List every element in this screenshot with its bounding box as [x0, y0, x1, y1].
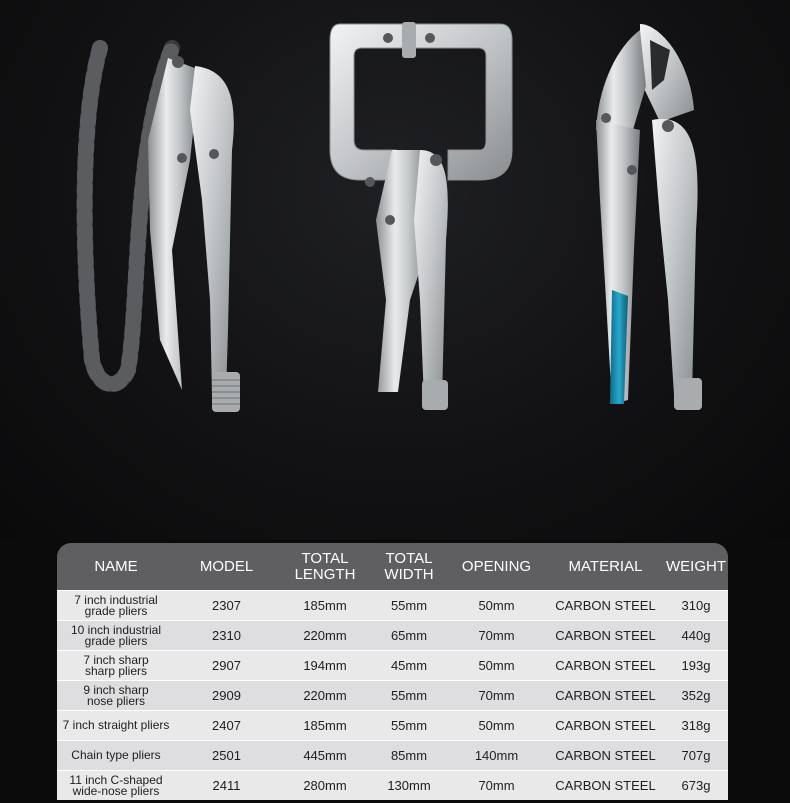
cell-name: Chain type pliers	[57, 741, 175, 771]
cell-model: 2310	[175, 621, 278, 651]
cell-model: 2909	[175, 681, 278, 711]
cell-opening: 70mm	[446, 681, 547, 711]
cell-width: 85mm	[372, 741, 446, 771]
cell-opening: 50mm	[446, 651, 547, 681]
cell-width: 55mm	[372, 711, 446, 741]
table-row	[57, 681, 728, 711]
header-total-length: TOTAL LENGTH	[278, 543, 372, 591]
cell-weight: 352g	[664, 681, 728, 711]
header-weight: WEIGHT	[664, 543, 728, 591]
chain-pliers-image	[85, 48, 240, 412]
cell-name: 7 inch industrial grade pliers	[57, 591, 175, 621]
cell-length: 220mm	[278, 681, 372, 711]
cell-opening: 50mm	[446, 711, 547, 741]
table-row	[57, 651, 728, 681]
cell-material: CARBON STEEL	[547, 711, 664, 741]
cell-model: 2411	[175, 771, 278, 801]
cell-name: 7 inch straight pliers	[57, 711, 175, 741]
cell-name: 11 inch C-shaped wide-nose pliers	[57, 771, 175, 801]
cell-model: 2907	[175, 651, 278, 681]
cell-weight: 440g	[664, 621, 728, 651]
curved-jaw-pliers-image	[596, 24, 702, 410]
table-row	[57, 711, 728, 741]
cell-model: 2407	[175, 711, 278, 741]
table-row	[57, 771, 728, 801]
cell-length: 280mm	[278, 771, 372, 801]
header-name: NAME	[57, 543, 175, 591]
cell-width: 65mm	[372, 621, 446, 651]
table-row	[57, 741, 728, 771]
header-model: MODEL	[175, 543, 278, 591]
cell-opening: 70mm	[446, 771, 547, 801]
cell-width: 130mm	[372, 771, 446, 801]
spec-table	[57, 543, 728, 800]
cell-width: 55mm	[372, 681, 446, 711]
cell-weight: 193g	[664, 651, 728, 681]
c-clamp-pliers-image	[330, 22, 512, 410]
cell-material: CARBON STEEL	[547, 681, 664, 711]
table-row	[57, 621, 728, 651]
cell-length: 220mm	[278, 621, 372, 651]
cell-model: 2307	[175, 591, 278, 621]
cell-width: 45mm	[372, 651, 446, 681]
cell-weight: 673g	[664, 771, 728, 801]
cell-material: CARBON STEEL	[547, 621, 664, 651]
header-opening: OPENING	[446, 543, 547, 591]
cell-opening: 140mm	[446, 741, 547, 771]
cell-weight: 707g	[664, 741, 728, 771]
cell-model: 2501	[175, 741, 278, 771]
cell-length: 194mm	[278, 651, 372, 681]
cell-opening: 70mm	[446, 621, 547, 651]
header-total-width: TOTAL WIDTH	[372, 543, 446, 591]
cell-weight: 318g	[664, 711, 728, 741]
cell-opening: 50mm	[446, 591, 547, 621]
cell-name: 7 inch sharp sharp pliers	[57, 651, 175, 681]
table-header-row	[57, 543, 728, 591]
cell-material: CARBON STEEL	[547, 741, 664, 771]
header-material: MATERIAL	[547, 543, 664, 591]
table-row	[57, 591, 728, 621]
cell-material: CARBON STEEL	[547, 591, 664, 621]
cell-length: 445mm	[278, 741, 372, 771]
cell-material: CARBON STEEL	[547, 771, 664, 801]
cell-material: CARBON STEEL	[547, 651, 664, 681]
cell-name: 10 inch industrial grade pliers	[57, 621, 175, 651]
cell-width: 55mm	[372, 591, 446, 621]
cell-weight: 310g	[664, 591, 728, 621]
cell-length: 185mm	[278, 711, 372, 741]
cell-name: 9 inch sharp nose pliers	[57, 681, 175, 711]
cell-length: 185mm	[278, 591, 372, 621]
